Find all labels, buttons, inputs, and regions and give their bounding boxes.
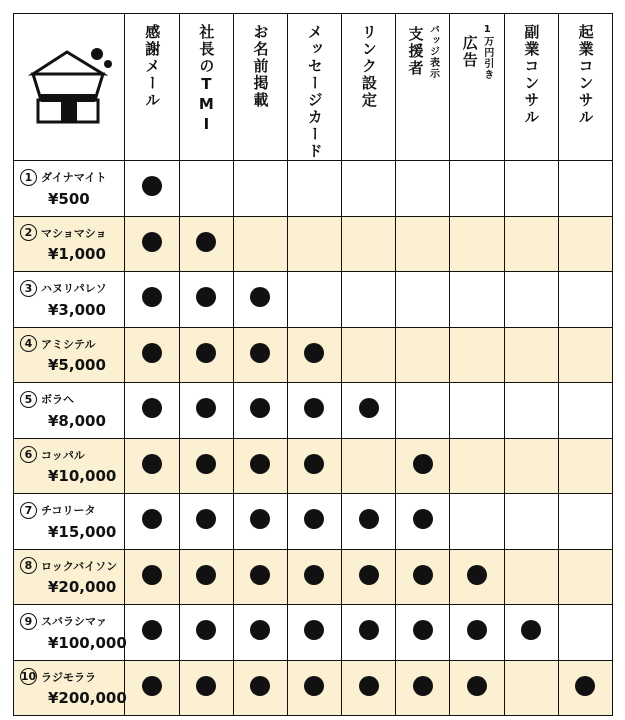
plan-row xyxy=(14,383,613,439)
column-label: 副業コンサル xyxy=(522,24,541,126)
feature-cell xyxy=(179,605,233,661)
plan-price: ¥8,000 xyxy=(48,411,106,430)
table-body xyxy=(14,161,613,716)
column-header xyxy=(396,14,450,161)
feature-cell xyxy=(179,161,233,217)
feature-cell xyxy=(287,549,341,605)
feature-cell xyxy=(342,216,396,272)
feature-cell xyxy=(558,438,612,494)
feature-cell xyxy=(125,161,179,217)
feature-cell xyxy=(125,383,179,439)
plan-number-badge: 5 xyxy=(20,391,37,408)
included-dot-icon xyxy=(142,343,162,363)
plan-price: ¥100,000 xyxy=(48,633,127,652)
plan-cell xyxy=(14,438,125,494)
feature-cell xyxy=(450,549,504,605)
plan-cell xyxy=(14,660,125,716)
column-header xyxy=(342,14,396,161)
included-dot-icon xyxy=(142,454,162,474)
feature-cell xyxy=(233,327,287,383)
included-dot-icon xyxy=(250,509,270,529)
included-dot-icon xyxy=(142,676,162,696)
feature-cell xyxy=(558,216,612,272)
feature-cell xyxy=(396,216,450,272)
included-dot-icon xyxy=(142,287,162,307)
plan-price: ¥500 xyxy=(48,189,90,208)
included-dot-icon xyxy=(304,620,324,640)
plan-row xyxy=(14,272,613,328)
feature-cell xyxy=(233,216,287,272)
feature-cell xyxy=(125,272,179,328)
header-row xyxy=(14,14,613,161)
feature-cell xyxy=(504,327,558,383)
plan-row xyxy=(14,549,613,605)
feature-cell xyxy=(396,161,450,217)
plan-price: ¥5,000 xyxy=(48,356,106,375)
feature-cell xyxy=(396,494,450,550)
included-dot-icon xyxy=(250,287,270,307)
feature-cell xyxy=(342,549,396,605)
feature-cell xyxy=(287,161,341,217)
included-dot-icon xyxy=(196,287,216,307)
feature-cell xyxy=(396,660,450,716)
plan-number-badge: 8 xyxy=(20,557,37,574)
feature-cell xyxy=(558,605,612,661)
column-label: リンク設定 xyxy=(359,24,378,109)
feature-cell xyxy=(396,272,450,328)
feature-cell xyxy=(504,161,558,217)
plan-price: ¥20,000 xyxy=(48,578,117,597)
included-dot-icon xyxy=(250,676,270,696)
feature-cell xyxy=(396,383,450,439)
included-dot-icon xyxy=(413,565,433,585)
plan-number-badge: 6 xyxy=(20,446,37,463)
feature-cell xyxy=(125,605,179,661)
feature-cell xyxy=(233,272,287,328)
feature-cell xyxy=(287,494,341,550)
feature-cell xyxy=(342,161,396,217)
plan-cell xyxy=(14,549,125,605)
feature-cell xyxy=(179,272,233,328)
feature-cell xyxy=(396,605,450,661)
included-dot-icon xyxy=(196,565,216,585)
feature-cell xyxy=(558,272,612,328)
feature-cell xyxy=(450,494,504,550)
feature-cell xyxy=(233,438,287,494)
plan-name: コッパル xyxy=(41,448,85,462)
column-sublabel: 1万円引き xyxy=(481,24,493,80)
column-header xyxy=(558,14,612,161)
plan-row xyxy=(14,605,613,661)
included-dot-icon xyxy=(196,343,216,363)
plan-number-badge: 9 xyxy=(20,613,37,630)
feature-cell xyxy=(504,549,558,605)
plan-price: ¥200,000 xyxy=(48,689,127,708)
plan-cell xyxy=(14,605,125,661)
plan-cell xyxy=(14,216,125,272)
included-dot-icon xyxy=(413,509,433,529)
feature-cell xyxy=(125,327,179,383)
column-label: 支援者 xyxy=(406,26,425,77)
plan-name: スバラシマァ xyxy=(41,615,107,629)
included-dot-icon xyxy=(142,176,162,196)
feature-cell xyxy=(504,383,558,439)
included-dot-icon xyxy=(196,676,216,696)
plan-cell xyxy=(14,327,125,383)
feature-cell xyxy=(342,494,396,550)
included-dot-icon xyxy=(250,343,270,363)
feature-cell xyxy=(342,438,396,494)
feature-cell xyxy=(287,216,341,272)
feature-cell xyxy=(233,161,287,217)
plan-number-badge: 10 xyxy=(20,670,37,684)
plan-name: ダイナマイト xyxy=(41,171,107,185)
plan-row xyxy=(14,161,613,217)
feature-cell xyxy=(396,438,450,494)
plan-name: チコリータ xyxy=(41,504,96,518)
feature-cell xyxy=(287,327,341,383)
feature-cell xyxy=(342,660,396,716)
included-dot-icon xyxy=(196,620,216,640)
plan-name: マショマショ xyxy=(41,226,107,240)
feature-cell xyxy=(504,494,558,550)
included-dot-icon xyxy=(142,620,162,640)
included-dot-icon xyxy=(359,676,379,696)
column-label: 感謝メール xyxy=(143,24,162,109)
reward-tier-table xyxy=(13,13,613,716)
feature-cell xyxy=(179,216,233,272)
included-dot-icon xyxy=(575,676,595,696)
feature-cell xyxy=(125,216,179,272)
column-label: 社長のTMI xyxy=(197,24,216,135)
feature-cell xyxy=(450,216,504,272)
included-dot-icon xyxy=(142,398,162,418)
included-dot-icon xyxy=(359,398,379,418)
included-dot-icon xyxy=(413,454,433,474)
included-dot-icon xyxy=(359,620,379,640)
feature-cell xyxy=(450,272,504,328)
feature-cell xyxy=(558,494,612,550)
included-dot-icon xyxy=(196,509,216,529)
included-dot-icon xyxy=(196,232,216,252)
feature-cell xyxy=(504,605,558,661)
included-dot-icon xyxy=(142,232,162,252)
feature-cell xyxy=(233,494,287,550)
plan-cell xyxy=(14,272,125,328)
column-header xyxy=(179,14,233,161)
plan-row xyxy=(14,494,613,550)
feature-cell xyxy=(233,660,287,716)
feature-cell xyxy=(287,605,341,661)
included-dot-icon xyxy=(413,620,433,640)
feature-cell xyxy=(179,660,233,716)
feature-cell xyxy=(396,549,450,605)
feature-cell xyxy=(179,327,233,383)
plan-row xyxy=(14,216,613,272)
plan-number-badge: 2 xyxy=(20,224,37,241)
feature-cell xyxy=(287,438,341,494)
included-dot-icon xyxy=(413,676,433,696)
feature-cell xyxy=(233,605,287,661)
included-dot-icon xyxy=(467,620,487,640)
plan-name: ラジモララ xyxy=(41,670,96,684)
plan-row xyxy=(14,438,613,494)
column-header xyxy=(287,14,341,161)
feature-cell xyxy=(450,438,504,494)
feature-cell xyxy=(342,327,396,383)
logo-cell xyxy=(14,14,125,161)
feature-cell xyxy=(450,327,504,383)
feature-cell xyxy=(233,383,287,439)
plan-number-badge: 1 xyxy=(20,169,37,186)
feature-cell xyxy=(287,383,341,439)
plan-price: ¥3,000 xyxy=(48,300,106,319)
plan-cell xyxy=(14,161,125,217)
feature-cell xyxy=(504,438,558,494)
feature-cell xyxy=(558,327,612,383)
plan-name: アミシテル xyxy=(41,337,96,351)
plan-name: ボラヘ xyxy=(41,393,74,407)
feature-cell xyxy=(125,494,179,550)
included-dot-icon xyxy=(196,454,216,474)
feature-cell xyxy=(342,605,396,661)
plan-cell xyxy=(14,383,125,439)
feature-cell xyxy=(233,549,287,605)
included-dot-icon xyxy=(304,343,324,363)
feature-cell xyxy=(125,660,179,716)
included-dot-icon xyxy=(304,565,324,585)
plan-name: ハヌリパレソ xyxy=(41,282,107,296)
feature-cell xyxy=(558,161,612,217)
plan-price: ¥1,000 xyxy=(48,245,106,264)
included-dot-icon xyxy=(304,676,324,696)
included-dot-icon xyxy=(304,509,324,529)
feature-cell xyxy=(125,438,179,494)
included-dot-icon xyxy=(142,565,162,585)
column-label: メッセージカード xyxy=(305,24,324,160)
column-header xyxy=(450,14,504,161)
feature-cell xyxy=(558,660,612,716)
plan-number-badge: 3 xyxy=(20,280,37,297)
feature-cell xyxy=(287,660,341,716)
plan-row xyxy=(14,660,613,716)
plan-cell xyxy=(14,494,125,550)
feature-cell xyxy=(179,494,233,550)
included-dot-icon xyxy=(250,398,270,418)
feature-cell xyxy=(179,438,233,494)
included-dot-icon xyxy=(467,565,487,585)
feature-cell xyxy=(287,272,341,328)
plan-number-badge: 7 xyxy=(20,502,37,519)
feature-cell xyxy=(558,383,612,439)
included-dot-icon xyxy=(359,565,379,585)
column-sublabel: バッジ表示 xyxy=(427,24,439,79)
included-dot-icon xyxy=(359,509,379,529)
column-header xyxy=(233,14,287,161)
feature-cell xyxy=(450,383,504,439)
feature-cell xyxy=(179,549,233,605)
plan-name: ロックバイソン xyxy=(41,559,118,573)
plan-row xyxy=(14,327,613,383)
plan-number-badge: 4 xyxy=(20,335,37,352)
feature-cell xyxy=(504,216,558,272)
included-dot-icon xyxy=(250,620,270,640)
column-label: 起業コンサル xyxy=(576,24,595,126)
column-label: お名前掲載 xyxy=(251,24,270,109)
included-dot-icon xyxy=(250,565,270,585)
included-dot-icon xyxy=(250,454,270,474)
feature-cell xyxy=(396,327,450,383)
feature-cell xyxy=(342,272,396,328)
plan-price: ¥15,000 xyxy=(48,522,117,541)
feature-cell xyxy=(125,549,179,605)
feature-cell xyxy=(179,383,233,439)
included-dot-icon xyxy=(467,676,487,696)
included-dot-icon xyxy=(304,454,324,474)
feature-cell xyxy=(558,549,612,605)
feature-cell xyxy=(450,605,504,661)
feature-cell xyxy=(504,272,558,328)
house-icon xyxy=(21,44,117,126)
feature-cell xyxy=(450,660,504,716)
column-label: 広告 xyxy=(460,35,479,69)
feature-cell xyxy=(342,383,396,439)
column-header xyxy=(125,14,179,161)
included-dot-icon xyxy=(521,620,541,640)
included-dot-icon xyxy=(142,509,162,529)
included-dot-icon xyxy=(304,398,324,418)
feature-cell xyxy=(450,161,504,217)
included-dot-icon xyxy=(196,398,216,418)
column-header xyxy=(504,14,558,161)
plan-price: ¥10,000 xyxy=(48,467,117,486)
feature-cell xyxy=(504,660,558,716)
